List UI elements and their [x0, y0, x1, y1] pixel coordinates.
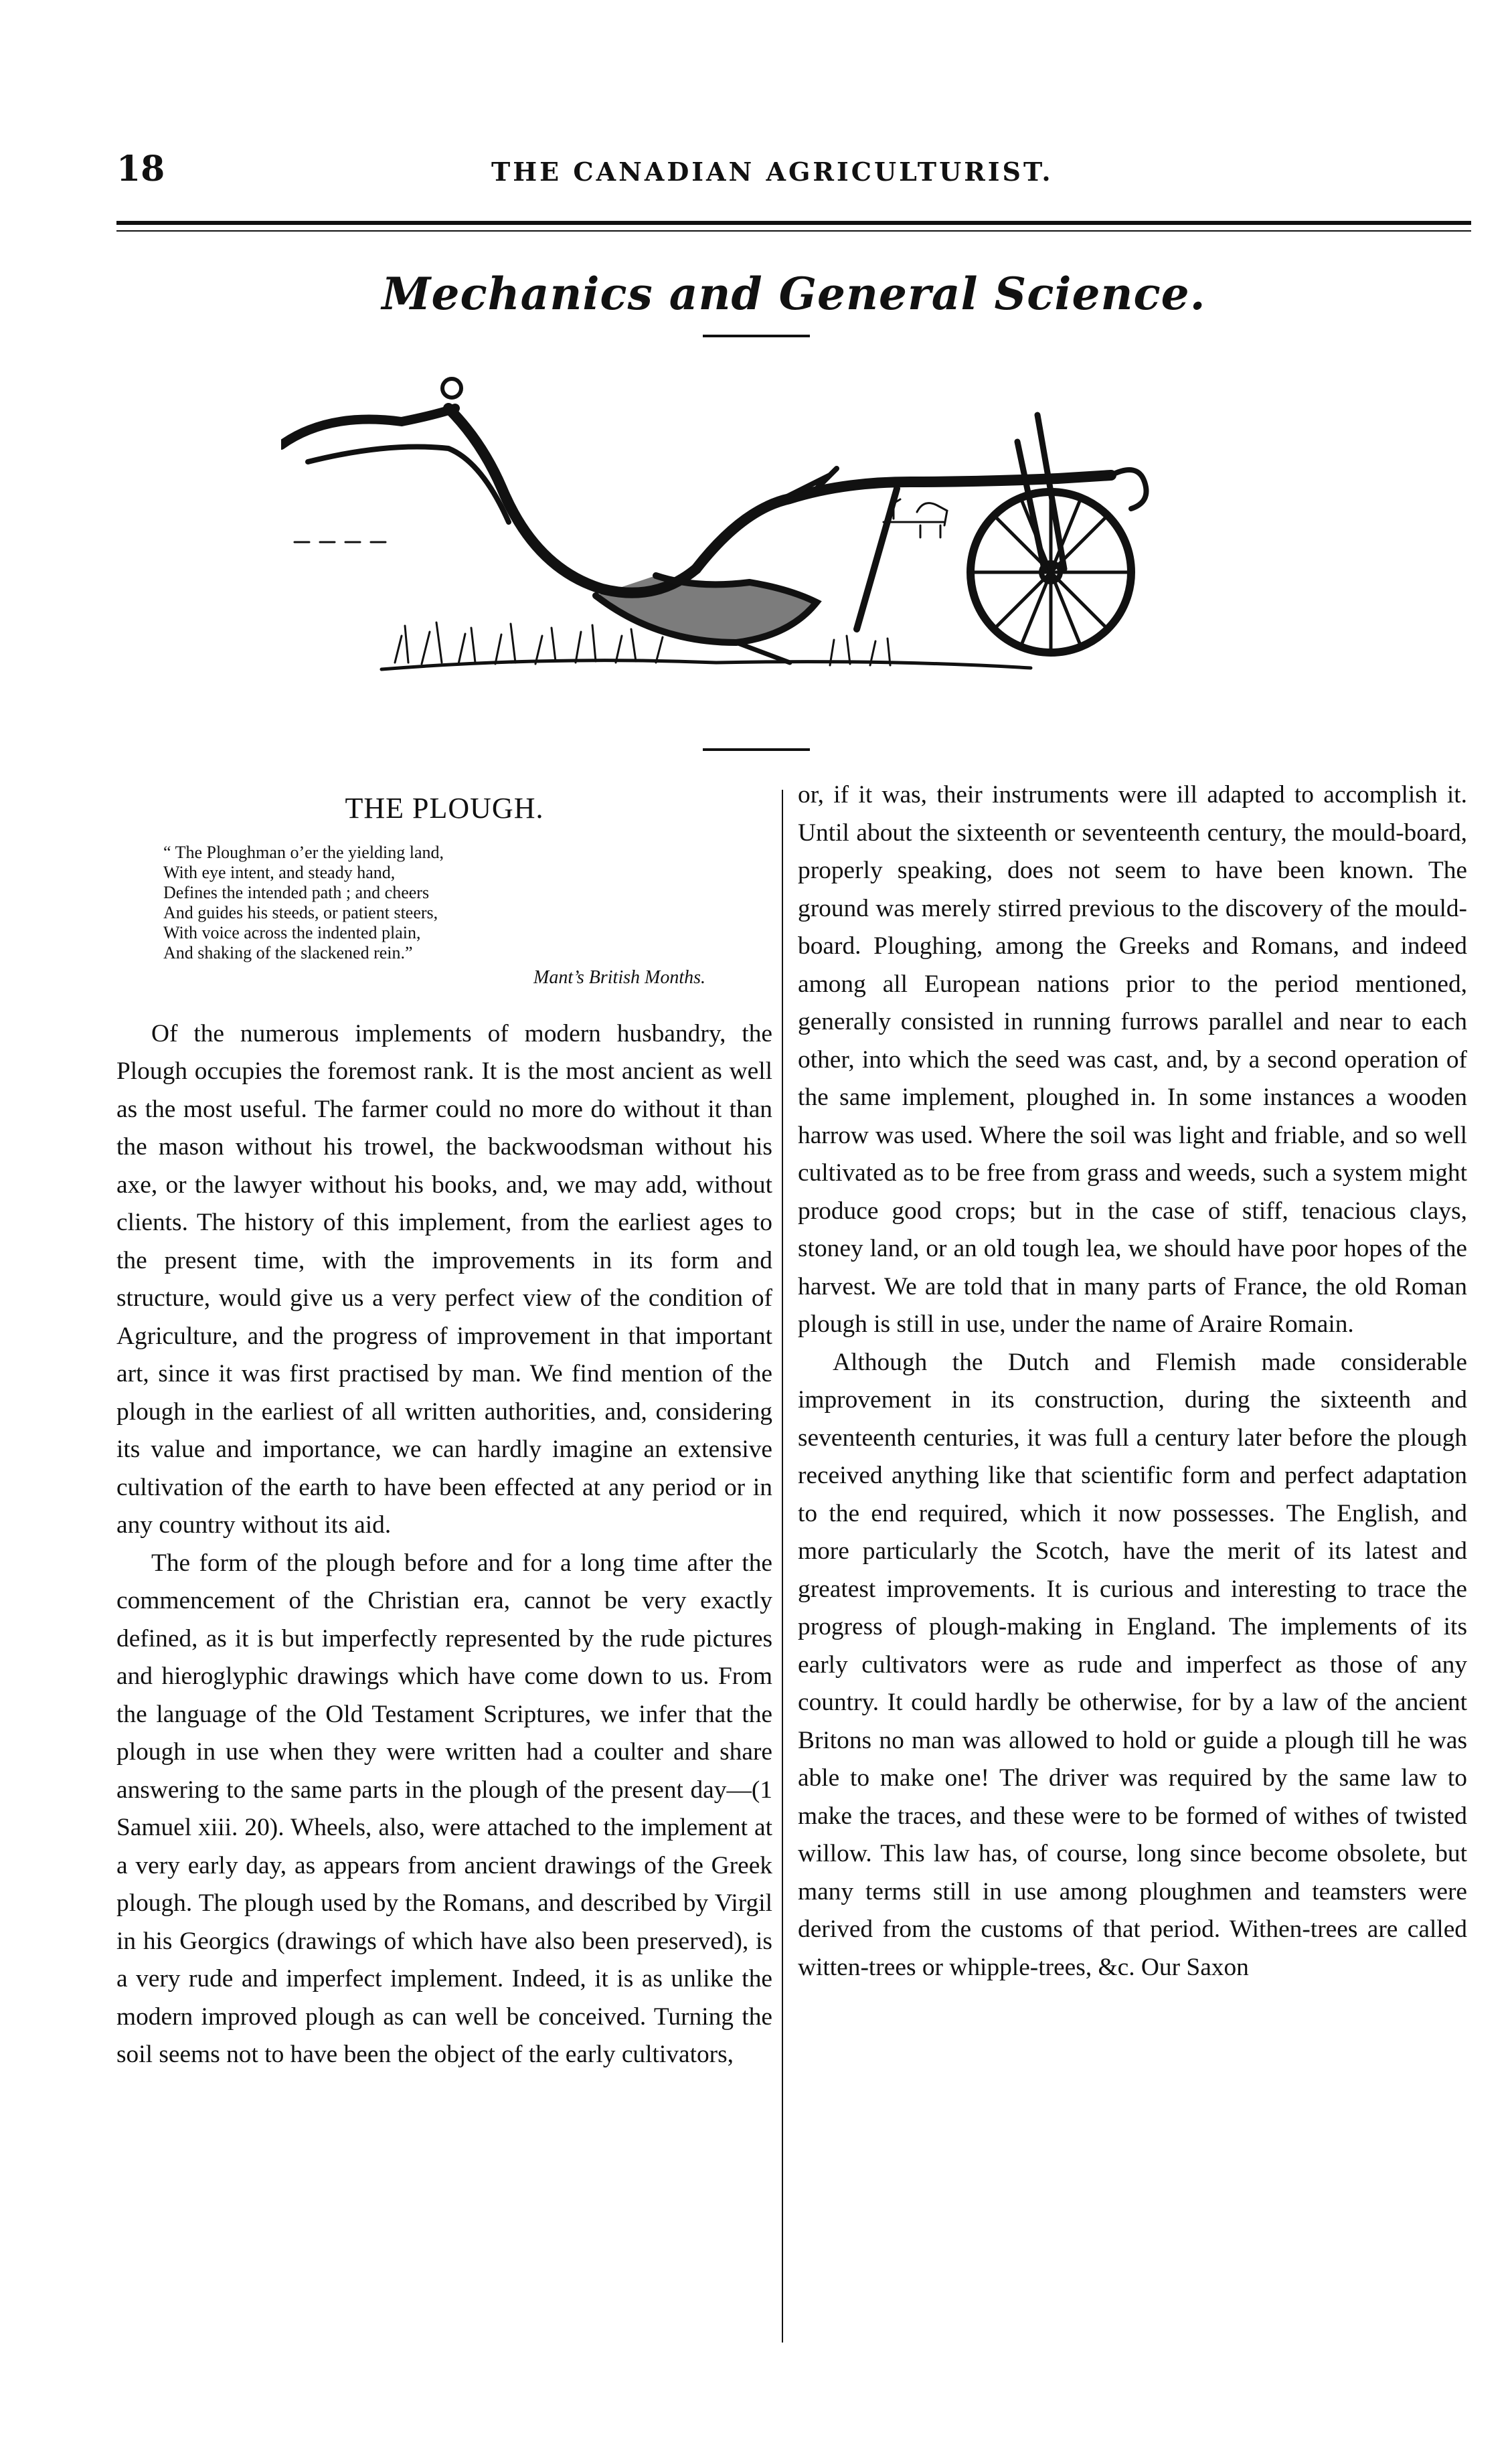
poem-credit: Mant’s British Months. [533, 966, 705, 988]
left-column [116, 776, 772, 2074]
body-paragraph: or, if it was, their instruments were ill adapted to accomplish it. Until about the sixteenth or seventeenth century, the mould-board, properly speaking, does not seem to have been known. The ground was merely stirred previous to the discovery of the mould-board. Ploughing, among the Greeks and Romans, and indeed among all European nations prior to the period mentioned, generally consisted in running furrows parallel and near to each other, into which the seed was cast, and, by a second operation of the same implement, ploughed in. In some instances a wooden harrow was used. Where the soil was light and friable, and so well cultivated as to be free from grass and weeds, such a system might produce good crops; but in the case of stiff, tenacious clays, stoney land, or an old tough lea, we should have poor hopes of the harvest. We are told that in many parts of France, the old Roman plough is still in use, under the name of Araire Romain. [798, 781, 1467, 1338]
poem-line: And shaking of the slackened rein.” [163, 942, 413, 962]
body-paragraph: Of the numerous implements of modern husbandry, the Plough occupies the foremost rank. It is the most ancient as well as the most useful. The farmer could no more do without it than the mason without his trowel, the backwoodsman without his axe, or the lawyer without his books, and, we may add, without clients. The history of this implement, from the earliest ages to the present time, with the improvements in its form and structure, would give us a very perfect view of the condition of Agriculture, and the progress of improvement in that important art, since it was first practised by man. We find mention of the plough in the earliest of all written authorities, and, considering its value and importance, we can hardly imagine an extensive cultivation of the earth to have been effected at any period or in any country without its aid. [116, 1019, 772, 1539]
poem-line: With voice across the indented plain, [163, 922, 421, 942]
right-column [798, 776, 1467, 1986]
header-rule-thin [116, 230, 1471, 232]
page-header [116, 149, 1471, 202]
poem-line: With eye intent, and steady hand, [163, 862, 396, 882]
running-title: THE CANADIAN AGRICULTURIST. [491, 157, 1054, 187]
poem-line: Defines the intended path ; and cheers [163, 882, 430, 902]
page-number: 18 [116, 149, 165, 189]
article-title: THE PLOUGH. [345, 792, 544, 825]
title-divider [703, 335, 810, 337]
poem-line: “ The Ploughman o’er the yielding land, [163, 842, 444, 862]
plough-engraving-icon [281, 348, 1285, 723]
epigraph-poem [163, 843, 772, 993]
poem-line: And guides his steeds, or patient steers, [163, 902, 438, 922]
illustration-divider [703, 748, 810, 751]
header-rule-thick [116, 221, 1471, 225]
body-paragraph: Although the Dutch and Flemish made considerable improvement in its construction, during the sixteenth and seventeenth centuries, it was full a century later before the plough received anything like that scientific form and perfect adaptation to the end required, which it now possesses. The English, and more particularly the Scotch, have the merit of its latest and greatest improvements. It is curious and interesting to trace the progress of plough-making in England. The implements of its early cultivators were as rude and imperfect as those of any country. It could hardly be otherwise, for by a law of the ancient Britons no man was allowed to hold or guide a plough till he was able to make one! The driver was required by the same law to make the traces, and these were to be formed of withes of twisted willow. This law has, of course, long since become obsolete, but many terms still in use among ploughmen and teamsters were derived from the customs of that period. Withen-trees are called witten-trees or whipple-trees, &c. Our Saxon [798, 1348, 1467, 1981]
column-divider [782, 790, 783, 2343]
body-paragraph: The form of the plough before and for a long time after the commencement of the Christian era, cannot be very exactly defined, as it is but imperfectly represented by the rude pictures and hieroglyphic drawings which have come down to us. From the language of the Old Testament Scriptures, we infer that the plough in use when they were written had a coulter and share answering to the same parts in the plough of the present day—(1 Samuel xiii. 20). Wheels, also, were attached to the implement at a very early day, as appears from ancient drawings of the Greek plough. The plough used by the Romans, and described by Virgil in his Georgics (drawings of which have also been preserved), is a very rude and imperfect implement. Indeed, it is as unlike the modern improved plough as can well be conceived. Turning the soil seems not to have been the object of the early cultivators, [116, 1549, 772, 2068]
section-title: Mechanics and General Science. [382, 268, 1206, 320]
